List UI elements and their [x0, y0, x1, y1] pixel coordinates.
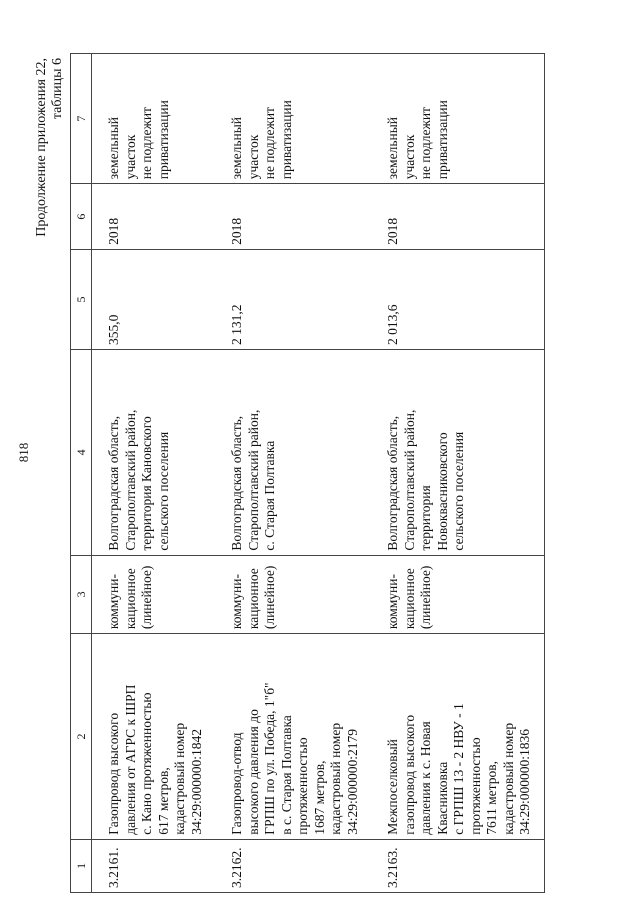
object-area: 355,0: [92, 249, 216, 349]
column-number: 6: [71, 184, 92, 250]
column-number: 3: [71, 555, 92, 634]
continuation-line-1: Продолжение приложения 22,: [34, 58, 49, 237]
table-row: [215, 54, 371, 893]
row-number: 3.2162.: [215, 839, 371, 892]
object-type: коммуни- кационное (линейное): [371, 555, 544, 634]
column-number-row: [71, 54, 92, 893]
row-number: 3.2163.: [371, 839, 544, 892]
object-note: земельный участок не подлежит приватизации: [215, 54, 371, 184]
column-number: 5: [71, 249, 92, 349]
page-number: 818: [16, 442, 31, 463]
registry-table: [70, 53, 545, 893]
object-type: коммуни- кационное (линейное): [215, 555, 371, 634]
object-location: Волгоградская область, Старополтавский район, с. Старая Полтавка: [215, 350, 371, 556]
object-location: Волгоградская область, Старополтавский район, территория Кановского сельского поселения: [92, 350, 216, 556]
table-row: [371, 54, 544, 893]
column-number: 1: [71, 839, 92, 892]
object-area: 2 131,2: [215, 249, 371, 349]
column-number: 7: [71, 54, 92, 184]
object-area: 2 013,6: [371, 249, 544, 349]
object-year: 2018: [371, 184, 544, 250]
continuation-heading: [34, 58, 66, 237]
table-row: [92, 54, 216, 893]
column-number: 2: [71, 634, 92, 840]
object-year: 2018: [215, 184, 371, 250]
object-name: Газопровод-отвод высокого давления до ГРПШ по ул. Победа, 1"б" в с. Старая Полтавка протяженностью 1687 метров, кадастровый номер 34:29:000000:2179: [215, 634, 371, 840]
object-location: Волгоградская область, Старополтавский район, территория Новоквасниковского сельского поселения: [371, 350, 544, 556]
object-note: земельный участок не подлежит приватизации: [92, 54, 216, 184]
object-year: 2018: [92, 184, 216, 250]
row-number: 3.2161.: [92, 839, 216, 892]
column-number: 4: [71, 350, 92, 556]
object-type: коммуни- кационное (линейное): [92, 555, 216, 634]
object-name: Межпоселковый газопровод высокого давления к с. Новая Квасниковка с ГРПШ 13 - 2 НВУ - 1 протяженностью 7611 метров, кадастровый номер 34:29:000000:1836: [371, 634, 544, 840]
object-note: земельный участок не подлежит приватизации: [371, 54, 544, 184]
object-name: Газопровод высокого давления от АГРС к ШРП с. Кано протяженностью 617 метров, кадастровый номер 34:29:000000:1842: [92, 634, 216, 840]
continuation-line-2: таблицы 6: [50, 58, 65, 120]
